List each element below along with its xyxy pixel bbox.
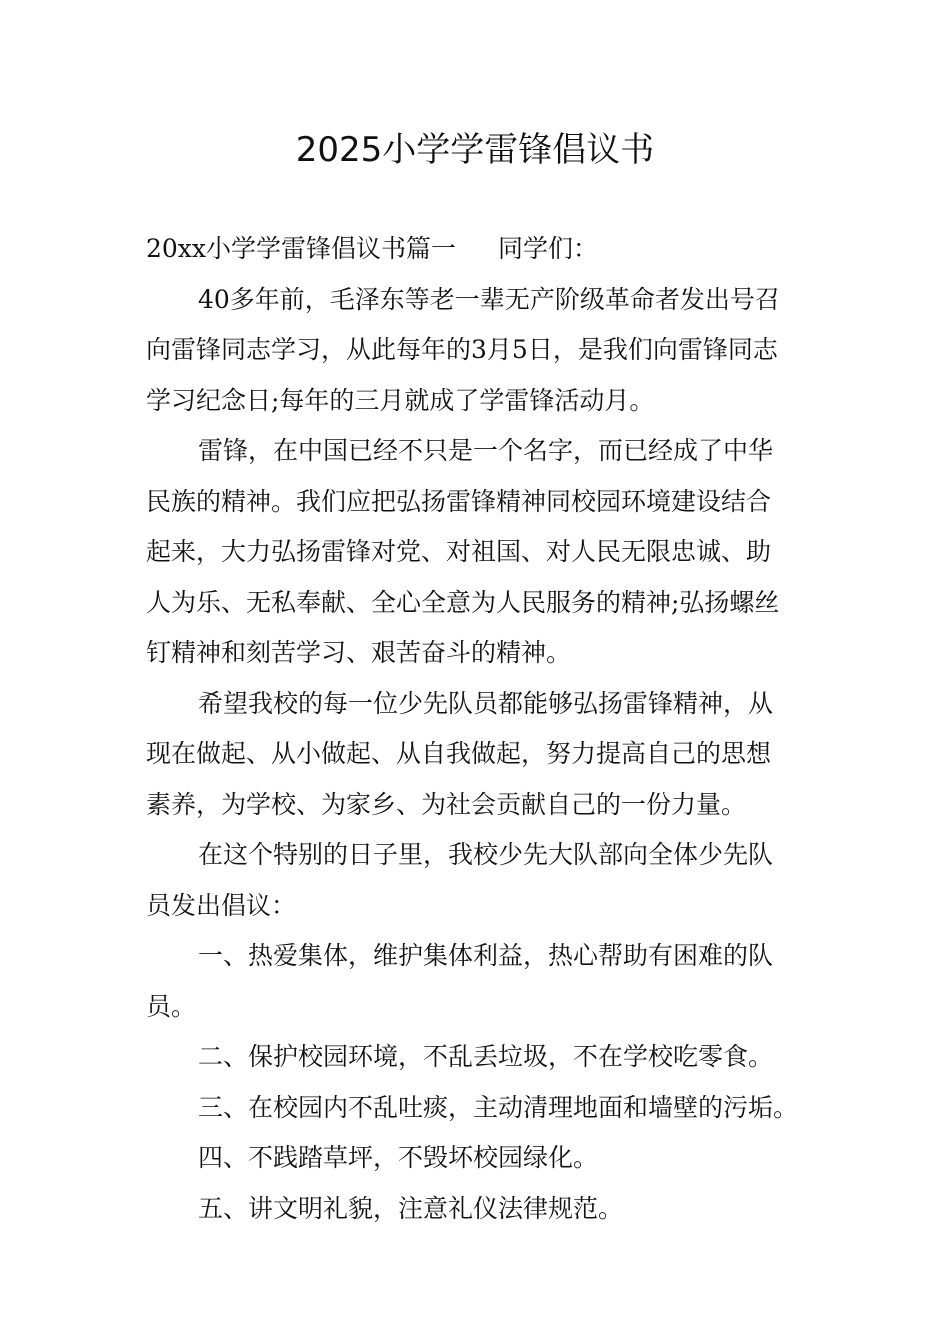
list-item: 四、不践踏草坪，不毁坏校园绿化。: [198, 1143, 599, 1172]
heading-line: [146, 224, 808, 275]
paragraph-line: 希望我校的每一位少先队员都能够弘扬雷锋精神，从: [198, 688, 774, 718]
paragraph-line: 起来，大力弘扬雷锋对党、对祖国、对人民无限忠诚、助: [146, 537, 772, 566]
salutation: 同学们：: [498, 234, 599, 263]
paragraph-line: 人为乐、无私奉献、全心全意为人民服务的精神;弘扬螺丝: [146, 587, 780, 617]
paragraph-line: 素养，为学校、为家乡、为社会贡献自己的一份力量。: [146, 789, 747, 819]
document-body: [146, 224, 808, 1234]
paragraph-line: 现在做起、从小做起、从自我做起，努力提高自己的思想: [146, 739, 772, 768]
paragraph-line: 40多年前，毛泽东等老一辈无产阶级革命者发出号召: [198, 284, 780, 314]
paragraph-line: 在这个特别的日子里，我校少先大队部向全体少先队: [198, 840, 774, 869]
list-item: 五、讲文明礼貌，注意礼仪法律规范。: [198, 1193, 624, 1223]
list-item: 二、保护校园环境，不乱丢垃圾，不在学校吃零食。: [198, 1042, 774, 1071]
paragraph-line: 钉精神和刻苦学习、艰苦奋斗的精神。: [146, 638, 572, 667]
paragraph-line: 雷锋，在中国已经不只是一个名字，而已经成了中华: [198, 436, 774, 465]
paragraph-line: 民族的精神。我们应把弘扬雷锋精神同校园环境建设结合: [146, 486, 772, 516]
list-item-continuation: 员。: [146, 991, 197, 1021]
paragraph-line: 向雷锋同志学习，从此每年的3月5日，是我们向雷锋同志: [146, 335, 778, 364]
document-title: 2025小学学雷锋倡议书: [295, 130, 655, 170]
paragraph-line: 学习纪念日;每年的三月就成了学雷锋活动月。: [146, 385, 655, 415]
paragraph-line: 员发出倡议：: [146, 890, 297, 920]
section-heading: 20xx小学学雷锋倡议书篇一: [146, 234, 457, 263]
list-item: 一、热爱集体，维护集体利益，热心帮助有困难的队: [198, 941, 774, 970]
list-item: 三、在校园内不乱吐痰，主动清理地面和墙壁的污垢。: [198, 1092, 799, 1122]
